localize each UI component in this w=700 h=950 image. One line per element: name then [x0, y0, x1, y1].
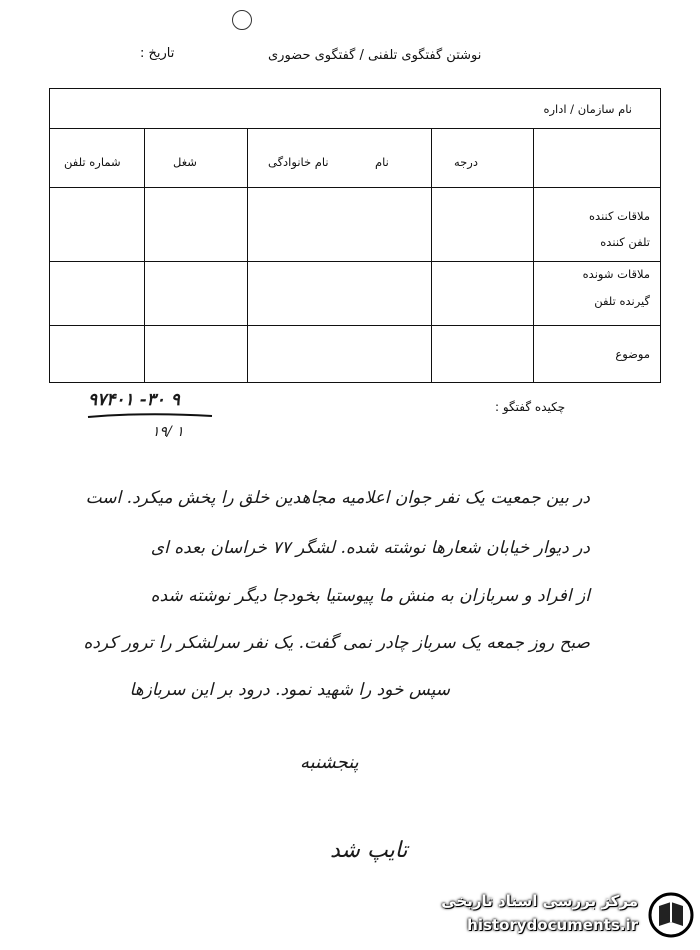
handwritten-line-1: در بین جمعیت یک نفر جوان اعلامیه مجاهدین خلق را پخش میکرد. است	[85, 488, 590, 508]
handwritten-line-2: در دیوار خیابان شعارها نوشته شده. لشگر ۷۷ خراسان بعده ای	[150, 538, 590, 558]
reference-number: ۹۷۴۰۱ -۳۰ ۹	[88, 390, 180, 410]
handwritten-signature: تایپ شد	[330, 838, 408, 863]
col-job: شغل	[173, 155, 197, 169]
subject-label: موضوع	[615, 347, 650, 361]
watermark-url: historydocuments.ir	[467, 916, 638, 934]
handwritten-line-4: صبح روز جمعه یک سرباز چادر نمی گفت. یک نفر سرلشکر را ترور کرده	[83, 633, 590, 653]
reference-sub: ۱۹/ ۱	[152, 424, 184, 440]
archive-book-icon	[648, 892, 694, 938]
org-label: نام سازمان / اداره	[543, 102, 632, 116]
col-phone: شماره تلفن	[64, 155, 121, 169]
watermark-logo	[413, 888, 698, 946]
form-title: نوشتن گفتگوی تلفنی / گفتگوی حضوری	[268, 48, 482, 63]
handwritten-line-3: از افراد و سربازان به منش ما پیوستیا بخودجا دیگر نوشته شده	[150, 586, 590, 606]
row-receiver-label: گیرنده تلفن	[594, 294, 650, 308]
row-visitor-label: ملاقات کننده	[589, 209, 650, 223]
reference-underline	[86, 412, 216, 420]
col-family-name: نام خانوادگی	[268, 155, 329, 169]
punch-hole	[232, 10, 252, 30]
col-rank: درجه	[454, 155, 478, 169]
table-divider	[50, 128, 660, 129]
summary-label: چکیده گفتگو :	[495, 400, 566, 414]
row-visited-label: ملاقات شونده	[582, 267, 650, 281]
handwritten-signature-name: پنجشنبه	[300, 752, 359, 773]
col-name: نام	[375, 155, 389, 169]
handwritten-line-5: سپس خود را شهید نمود. درود بر این سربازها	[129, 680, 450, 700]
date-label: تاریخ :	[140, 46, 175, 61]
form-table	[49, 88, 661, 383]
watermark-text: مرکز بررسی اسناد تاریخی	[441, 892, 638, 910]
row-caller-label: تلفن کننده	[600, 235, 650, 249]
